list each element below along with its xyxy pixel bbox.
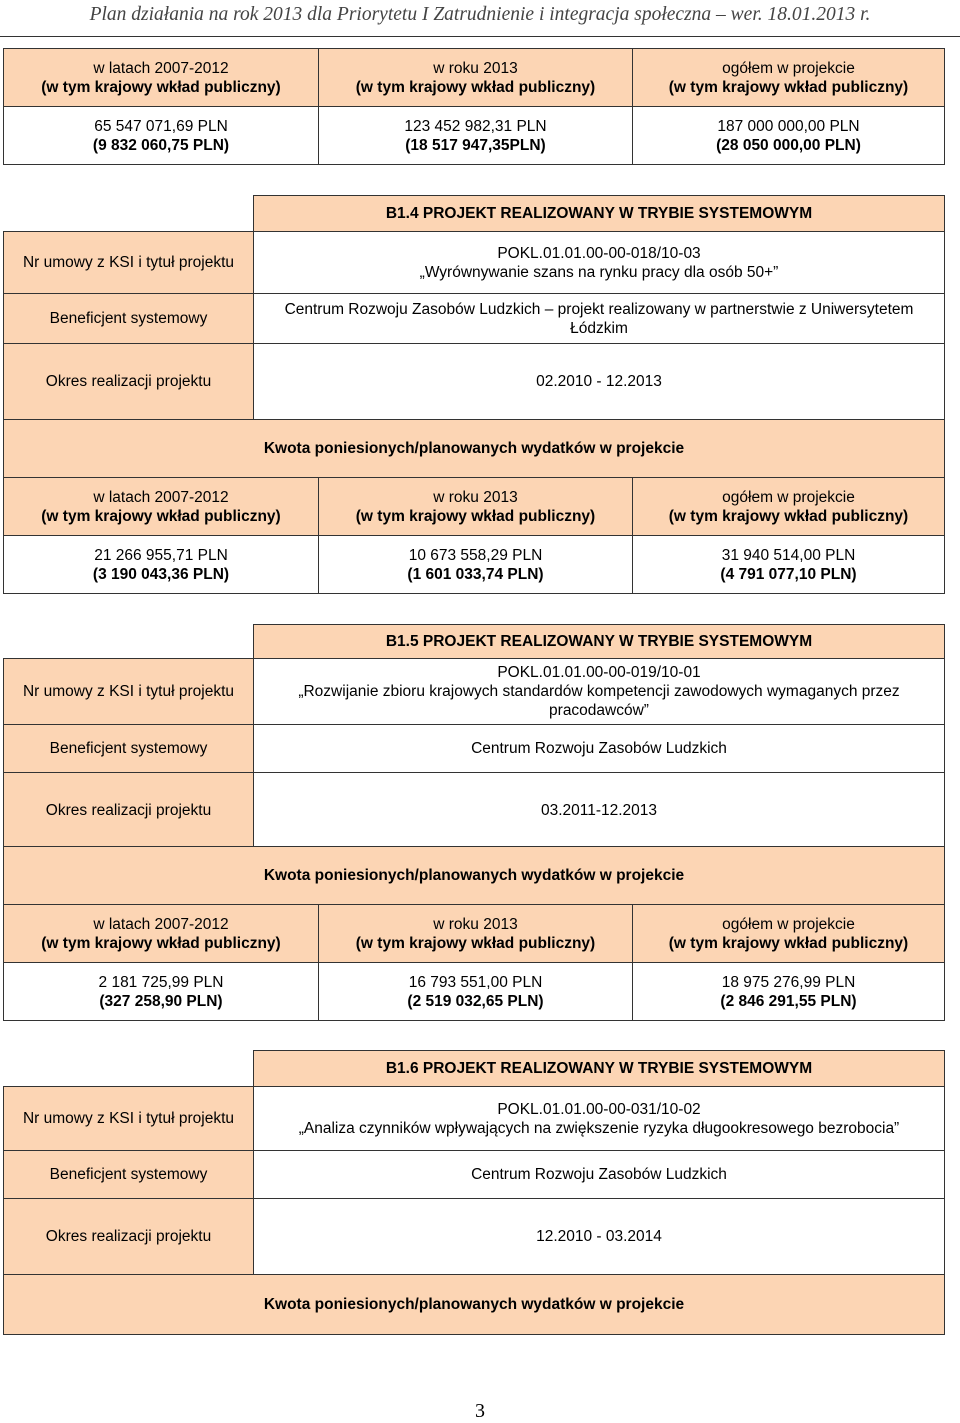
b15-contract-label: Nr umowy z KSI i tytuł projektu bbox=[4, 659, 254, 725]
b15-costs-title: Kwota poniesionych/planowanych wydatków w projekcie bbox=[4, 847, 945, 905]
b14-beneficiary: Centrum Rozwoju Zasobów Ludzkich – projekt realizowany w partnerstwie z Uniwersytetem Łódzkim bbox=[254, 294, 945, 344]
b14-beneficiary-label: Beneficjent systemowy bbox=[4, 294, 254, 344]
b15-beneficiary-label: Beneficjent systemowy bbox=[4, 725, 254, 773]
b15-col1-header: w latach 2007-2012 (w tym krajowy wkład publiczny) bbox=[4, 905, 319, 963]
b15-title: B1.5 PROJEKT REALIZOWANY W TRYBIE SYSTEMOWYM bbox=[254, 625, 945, 659]
b16-period-label: Okres realizacji projektu bbox=[4, 1199, 254, 1275]
b15-contract: POKL.01.01.00-00-019/10-01 „Rozwijanie zbioru krajowych standardów kompetencji zawodowych wymaganych przez pracodawców” bbox=[254, 659, 945, 725]
b16-costs-table bbox=[3, 1274, 945, 1335]
b14-col1-header: w latach 2007-2012 (w tym krajowy wkład publiczny) bbox=[4, 478, 319, 536]
b15-beneficiary: Centrum Rozwoju Zasobów Ludzkich bbox=[254, 725, 945, 773]
b15-col3-header: ogółem w projekcie (w tym krajowy wkład publiczny) bbox=[633, 905, 945, 963]
b16-contract-label: Nr umowy z KSI i tytuł projektu bbox=[4, 1087, 254, 1151]
b14-v2: 10 673 558,29 PLN (1 601 033,74 PLN) bbox=[319, 536, 633, 594]
page-header: Plan działania na rok 2013 dla Priorytetu I Zatrudnienie i integracja społeczna – wer. 18.01.2013 r. bbox=[0, 0, 960, 37]
top-v1: 65 547 071,69 PLN (9 832 060,75 PLN) bbox=[4, 107, 319, 165]
page-number: 3 bbox=[475, 1400, 485, 1422]
b16-title: B1.6 PROJEKT REALIZOWANY W TRYBIE SYSTEMOWYM bbox=[254, 1051, 945, 1087]
b14-period-label: Okres realizacji projektu bbox=[4, 344, 254, 420]
b15-col2-header: w roku 2013 (w tym krajowy wkład publiczny) bbox=[319, 905, 633, 963]
b16-period: 12.2010 - 03.2014 bbox=[254, 1199, 945, 1275]
b15-v3: 18 975 276,99 PLN (2 846 291,55 PLN) bbox=[633, 963, 945, 1021]
b14-contract: POKL.01.01.00-00-018/10-03 „Wyrównywanie szans na rynku pracy dla osób 50+” bbox=[254, 232, 945, 294]
b16-costs-title: Kwota poniesionych/planowanych wydatków w projekcie bbox=[4, 1275, 945, 1335]
b16-beneficiary: Centrum Rozwoju Zasobów Ludzkich bbox=[254, 1151, 945, 1199]
b15-period-label: Okres realizacji projektu bbox=[4, 773, 254, 849]
top-col1-header: w latach 2007-2012 (w tym krajowy wkład publiczny) bbox=[4, 49, 319, 107]
b14-costs-title: Kwota poniesionych/planowanych wydatków w projekcie bbox=[4, 420, 945, 478]
b15-v2: 16 793 551,00 PLN (2 519 032,65 PLN) bbox=[319, 963, 633, 1021]
top-col3-header: ogółem w projekcie (w tym krajowy wkład publiczny) bbox=[633, 49, 945, 107]
top-v3: 187 000 000,00 PLN (28 050 000,00 PLN) bbox=[633, 107, 945, 165]
top-col2-header: w roku 2013 (w tym krajowy wkład publiczny) bbox=[319, 49, 633, 107]
b14-v3: 31 940 514,00 PLN (4 791 077,10 PLN) bbox=[633, 536, 945, 594]
project-b15-table bbox=[3, 624, 945, 849]
b14-contract-label: Nr umowy z KSI i tytuł projektu bbox=[4, 232, 254, 294]
b14-costs-table bbox=[3, 419, 945, 594]
b14-period: 02.2010 - 12.2013 bbox=[254, 344, 945, 420]
b14-col2-header: w roku 2013 (w tym krajowy wkład publiczny) bbox=[319, 478, 633, 536]
b16-contract: POKL.01.01.00-00-031/10-02 „Analiza czynników wpływających na zwiększenie ryzyka długookresowego bezrobocia” bbox=[254, 1087, 945, 1151]
project-b14-table bbox=[3, 195, 945, 420]
b14-title: B1.4 PROJEKT REALIZOWANY W TRYBIE SYSTEMOWYM bbox=[254, 196, 945, 232]
b15-costs-table bbox=[3, 846, 945, 1021]
top-amounts-table bbox=[3, 48, 945, 165]
b15-v1: 2 181 725,99 PLN (327 258,90 PLN) bbox=[4, 963, 319, 1021]
b15-period: 03.2011-12.2013 bbox=[254, 773, 945, 849]
project-b16-table bbox=[3, 1050, 945, 1275]
b14-col3-header: ogółem w projekcie (w tym krajowy wkład publiczny) bbox=[633, 478, 945, 536]
b14-v1: 21 266 955,71 PLN (3 190 043,36 PLN) bbox=[4, 536, 319, 594]
top-v2: 123 452 982,31 PLN (18 517 947,35PLN) bbox=[319, 107, 633, 165]
b16-beneficiary-label: Beneficjent systemowy bbox=[4, 1151, 254, 1199]
